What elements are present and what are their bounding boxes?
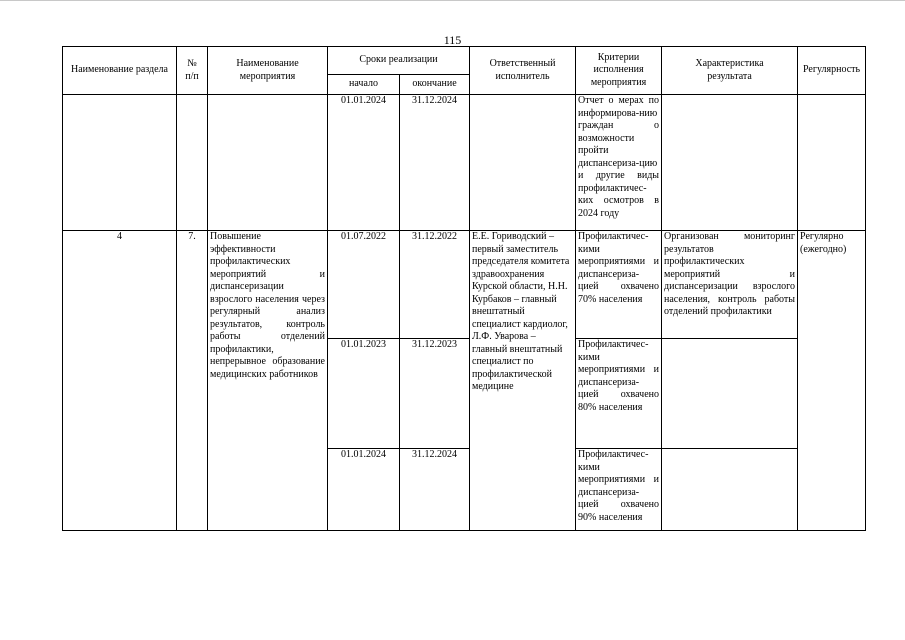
col-header-number-line2: п/п (185, 70, 199, 82)
col-header-responsible-line2: исполнитель (495, 70, 550, 82)
cell-number-empty (177, 95, 208, 231)
table-row-item-period-1 (63, 231, 866, 339)
cell-start-period-3: 01.01.2024 (328, 449, 400, 531)
col-header-regularity-text: Регулярность (802, 64, 861, 76)
cell-start: 01.01.2024 (328, 95, 400, 231)
col-header-result-line1: Характеристика (695, 58, 764, 69)
col-header-responsible (470, 47, 576, 95)
cell-criteria: Отчет о мерах по информирова-нию граждан о возможности пройти диспансериза-цию и другие виды профилактичес-ких осмотров в 2024 году (576, 95, 662, 231)
cell-start-period-2: 01.01.2023 (328, 339, 400, 449)
page-top-rule (0, 0, 905, 1)
cell-section-number: 4 (63, 231, 177, 531)
cell-result: Организован мониторинг результатов профилактических мероприятий и диспансеризации взрослого населения, контроль работы отделений профилактики (662, 231, 798, 339)
cell-end-period-2: 31.12.2023 (400, 339, 470, 449)
table-row-continuation (63, 95, 866, 231)
cell-end: 31.12.2024 (400, 95, 470, 231)
col-header-criteria-line1: Критерии (597, 51, 640, 63)
cell-start-period-1: 01.07.2022 (328, 231, 400, 339)
col-header-event-name-line1: Наименование (236, 58, 299, 69)
cell-event-name: Повышение эффективности профилактических мероприятий и диспансеризации взрослого населения через регулярный анализ результатов, контроль работы отделений профилактики, непрерывное образование медицинских работников (208, 231, 328, 531)
cell-regularity (798, 231, 866, 531)
col-header-end-text: окончание (412, 78, 457, 90)
cell-result-end (662, 449, 798, 531)
col-header-result-line2: результата (707, 70, 752, 82)
cell-criteria-period-1: Профилактичес-кими мероприятиями и диспансериза-цией охвачено 70% населения (576, 231, 662, 339)
cell-end-period-3: 31.12.2024 (400, 449, 470, 531)
col-header-regularity (798, 47, 866, 95)
cell-result-continued (662, 339, 798, 449)
col-header-criteria-line2: исполнения (593, 64, 644, 76)
col-header-timeline-text: Сроки реализации (359, 54, 438, 66)
col-header-criteria-line3: мероприятия (590, 76, 647, 88)
col-header-result (662, 47, 798, 95)
col-header-criteria (576, 47, 662, 95)
col-header-number (177, 47, 208, 95)
col-header-number-line1: № (187, 58, 197, 69)
col-header-event-name (208, 47, 328, 95)
col-header-section-text: Наименование раздела (71, 64, 168, 76)
regularity-line2: (ежегодно) (800, 243, 847, 255)
cell-regularity-empty (798, 95, 866, 231)
cell-responsible: Е.Е. Гоpиводский – первый заместитель председателя комитета здравоохранения Курской области, Н.Н. Курбаков – главный внештатный специалист кардиолог, Л.Ф. Уварова – главный внештатный специалист по профилактической медицине (470, 231, 576, 531)
regularity-line1: Регулярно (800, 231, 844, 242)
col-header-timeline (328, 47, 470, 75)
activity-plan-table (62, 46, 866, 531)
cell-criteria-period-2: Профилактичес-кими мероприятиями и диспансериза-цией охвачено 80% населения (576, 339, 662, 449)
cell-event-name-empty (208, 95, 328, 231)
cell-criteria-period-3: Профилактичес-кими мероприятиями и диспансериза-цией охвачено 90% населения (576, 449, 662, 531)
cell-end-period-1: 31.12.2022 (400, 231, 470, 339)
col-header-start-text: начало (349, 78, 378, 90)
cell-section-empty (63, 95, 177, 231)
page-number: 115 (443, 33, 462, 47)
cell-result-empty (662, 95, 798, 231)
col-header-start (328, 75, 400, 95)
col-header-responsible-line1: Ответственный (489, 58, 556, 69)
col-header-end (400, 75, 470, 95)
col-header-section (63, 47, 177, 95)
cell-item-number: 7. (177, 231, 208, 531)
col-header-event-name-line2: мероприятия (239, 70, 296, 82)
cell-responsible-empty (470, 95, 576, 231)
